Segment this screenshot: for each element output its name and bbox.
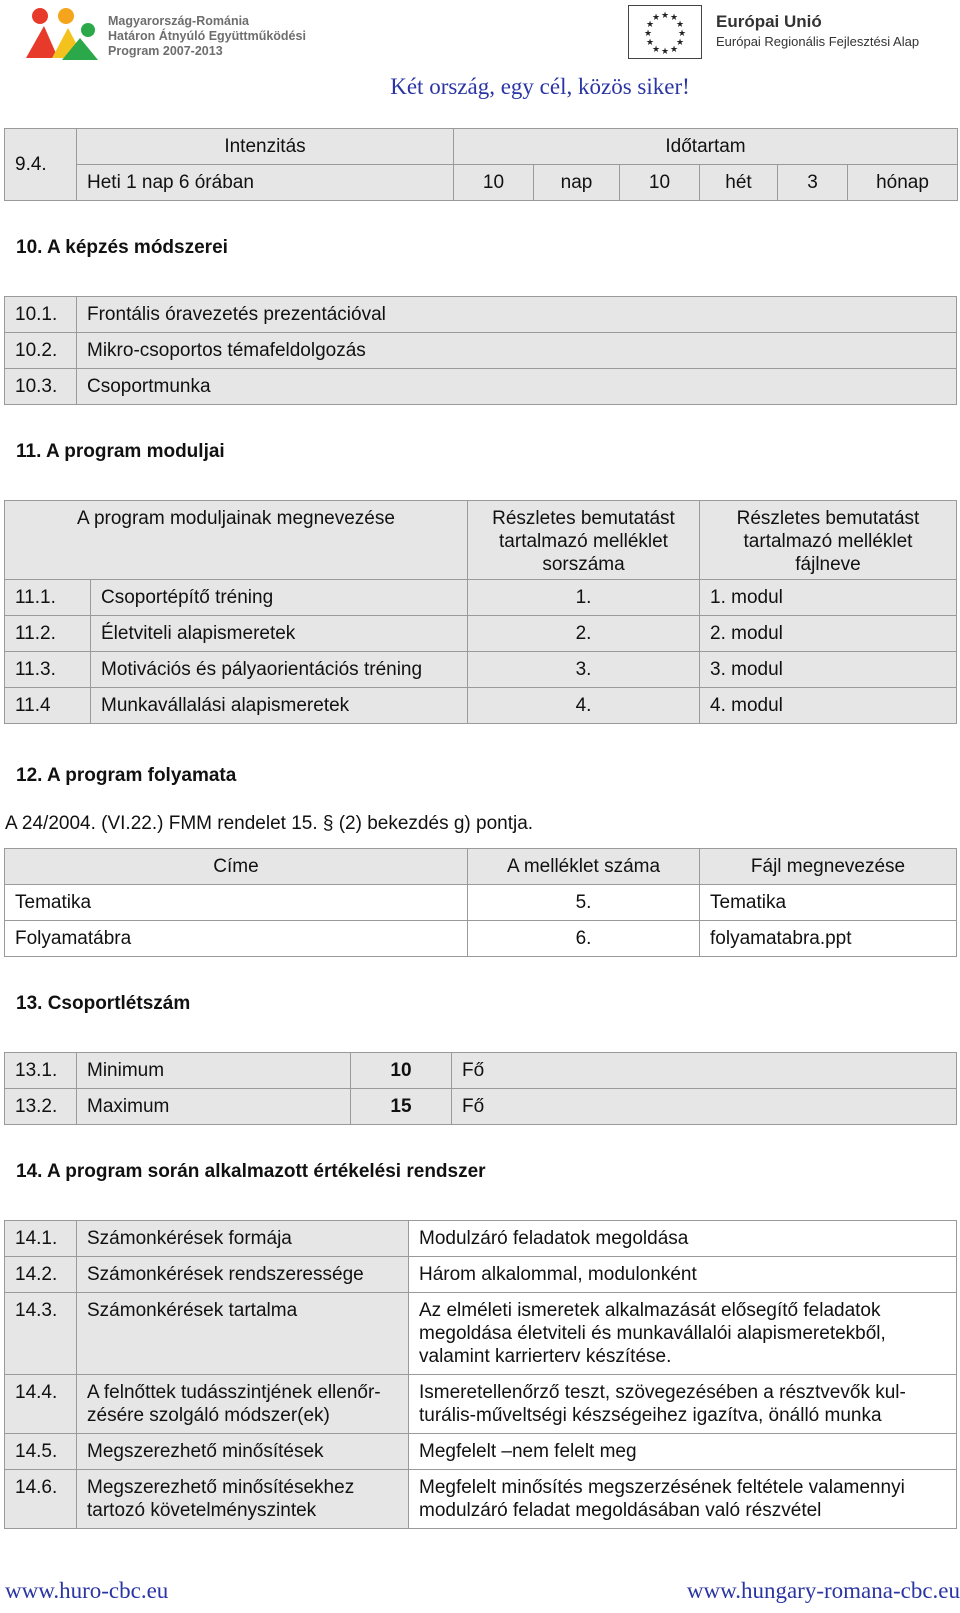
row-value: Az elméleti ismeretek alkalmazását elősegítő feladatok megoldása életviteli és munkavállalói alapismeretekből, valamint karrierterv készítése. [409, 1293, 957, 1375]
intensity-header: Intenzitás [77, 129, 454, 165]
row-number: 10.3. [5, 369, 77, 405]
process-file: folyamatabra.ppt [700, 921, 957, 957]
methods-table [4, 296, 957, 405]
intensity-value: Heti 1 nap 6 órában [77, 165, 454, 201]
row-label: Megszerezhető minősítések [77, 1434, 409, 1470]
row-text: Frontális óravezetés prezentációval [77, 297, 957, 333]
program-logo [22, 6, 322, 64]
row-number: 14.4. [5, 1375, 77, 1434]
row-text: Mikro-csoportos témafeldolgozás [77, 333, 957, 369]
module-name: Életviteli alapismeretek [91, 616, 468, 652]
row-number: 13.1. [5, 1053, 77, 1089]
module-index: 1. [468, 580, 700, 616]
row-number: 14.3. [5, 1293, 77, 1375]
process-title: Tematika [5, 885, 468, 921]
footer-link-left[interactable]: www.huro-cbc.eu [5, 1578, 169, 1603]
section-title-12: 12. A program folyamata [16, 765, 237, 786]
duration-header: Időtartam [454, 129, 958, 165]
table-row [5, 652, 957, 688]
row-label: Számonkérések rendszeressége [77, 1257, 409, 1293]
row-label: Maximum [77, 1089, 351, 1125]
row-label: Számonkérések tartalma [77, 1293, 409, 1375]
row-number: 13.2. [5, 1089, 77, 1125]
process-file: Tematika [700, 885, 957, 921]
table-row [5, 1293, 957, 1375]
process-num: 5. [468, 885, 700, 921]
section-title-10: 10. A képzés módszerei [16, 237, 228, 258]
svg-text:★: ★ [645, 20, 655, 30]
svg-text:★: ★ [651, 45, 661, 55]
modules-index-header: Részletes bemutatást tartalmazó melléklet sorszáma [468, 501, 700, 580]
row-label: Megszerezhető minősítésekhez tartozó követelményszintek [77, 1470, 409, 1529]
module-index: 4. [468, 688, 700, 724]
row-value: Megfelelt –nem felelt meg [409, 1434, 957, 1470]
eu-flag-icon [628, 5, 702, 59]
eu-subtitle: Európai Regionális Fejlesztési Alap [716, 34, 920, 49]
svg-text:★: ★ [675, 20, 685, 30]
module-file: 4. modul [700, 688, 957, 724]
evaluation-table [4, 1220, 957, 1529]
svg-text:★: ★ [651, 13, 661, 23]
module-index: 3. [468, 652, 700, 688]
module-file: 3. modul [700, 652, 957, 688]
row-label: A felnőttek tudásszintjének ellenőr-zésére szolgáló módszer(ek) [77, 1375, 409, 1434]
row-number: 11.4 [5, 688, 91, 724]
table-row [5, 1375, 957, 1434]
module-index: 2. [468, 616, 700, 652]
row-unit: Fő [452, 1089, 957, 1125]
section-title-13: 13. Csoportlétszám [16, 993, 191, 1014]
table-row [5, 688, 957, 724]
section-title-11: 11. A program moduljai [16, 441, 225, 462]
row-number: 11.2. [5, 616, 91, 652]
section-number: 9.4. [5, 129, 77, 201]
row-value: Megfelelt minősítés megszerzésének feltétele valamennyi modulzáró feladat megoldásában való részvétel [409, 1470, 957, 1529]
table-row [5, 1257, 957, 1293]
table-row [5, 333, 957, 369]
module-file: 2. modul [700, 616, 957, 652]
table-row [5, 1434, 957, 1470]
process-num-header: A melléklet száma [468, 849, 700, 885]
table-row [5, 297, 957, 333]
table-row [5, 1089, 957, 1125]
row-number: 10.2. [5, 333, 77, 369]
svg-text:★: ★ [645, 38, 655, 48]
program-name: Magyarország-Románia Határon Átnyúló Együttműködési Program 2007-2013 [108, 14, 306, 58]
weeks-unit: hét [700, 165, 778, 201]
modules-table [4, 500, 957, 724]
row-number: 14.2. [5, 1257, 77, 1293]
svg-text:★: ★ [660, 47, 670, 57]
row-number: 14.5. [5, 1434, 77, 1470]
process-num: 6. [468, 921, 700, 957]
row-text: Csoportmunka [77, 369, 957, 405]
row-value: 15 [351, 1089, 452, 1125]
modules-name-header: A program moduljainak megnevezése [5, 501, 468, 580]
row-value: 10 [351, 1053, 452, 1089]
days-value: 10 [454, 165, 534, 201]
row-value: Modulzáró feladatok megoldása [409, 1221, 957, 1257]
table-row [5, 580, 957, 616]
module-name: Munkavállalási alapismeretek [91, 688, 468, 724]
process-title-header: Címe [5, 849, 468, 885]
module-name: Motivációs és pályaorientációs tréning [91, 652, 468, 688]
footer-link-right[interactable]: www.hungary-romana-cbc.eu [686, 1578, 960, 1603]
row-number: 11.3. [5, 652, 91, 688]
months-value: 3 [778, 165, 848, 201]
eu-label [716, 12, 919, 49]
module-file: 1. modul [700, 580, 957, 616]
row-label: Számonkérések formája [77, 1221, 409, 1257]
eu-title: Európai Unió [716, 12, 822, 31]
svg-text:★: ★ [669, 13, 679, 23]
modules-file-header: Részletes bemutatást tartalmazó melléklet fájlneve [700, 501, 957, 580]
days-unit: nap [534, 165, 620, 201]
row-number: 11.1. [5, 580, 91, 616]
intensity-table [4, 128, 958, 201]
table-row [5, 1221, 957, 1257]
process-table [4, 848, 957, 957]
table-row [5, 1053, 957, 1089]
program-logo-icon [22, 6, 104, 64]
row-number: 14.1. [5, 1221, 77, 1257]
svg-text:★: ★ [675, 38, 685, 48]
table-row [5, 921, 957, 957]
months-unit: hónap [848, 165, 958, 201]
regulation-note: A 24/2004. (VI.22.) FMM rendelet 15. § (2) bekezdés g) pontja. [5, 813, 534, 834]
row-value: Három alkalommal, modulonként [409, 1257, 957, 1293]
svg-text:★: ★ [660, 11, 670, 21]
svg-text:★: ★ [643, 29, 653, 39]
svg-text:★: ★ [677, 29, 687, 39]
row-number: 10.1. [5, 297, 77, 333]
weeks-value: 10 [620, 165, 700, 201]
row-unit: Fő [452, 1053, 957, 1089]
row-value: Ismeretellenőrző teszt, szövegezésében a résztvevők kul-turális-műveltségi készségeihez igazítva, önálló munka [409, 1375, 957, 1434]
table-row [5, 885, 957, 921]
svg-text:★: ★ [669, 45, 679, 55]
process-title: Folyamatábra [5, 921, 468, 957]
slogan: Két ország, egy cél, közös siker! [390, 74, 690, 99]
module-name: Csoportépítő tréning [91, 580, 468, 616]
table-row [5, 616, 957, 652]
section-title-14: 14. A program során alkalmazott értékelési rendszer [16, 1161, 486, 1182]
group-size-table [4, 1052, 957, 1125]
process-file-header: Fájl megnevezése [700, 849, 957, 885]
row-label: Minimum [77, 1053, 351, 1089]
table-row [5, 1470, 957, 1529]
table-row [5, 369, 957, 405]
row-number: 14.6. [5, 1470, 77, 1529]
